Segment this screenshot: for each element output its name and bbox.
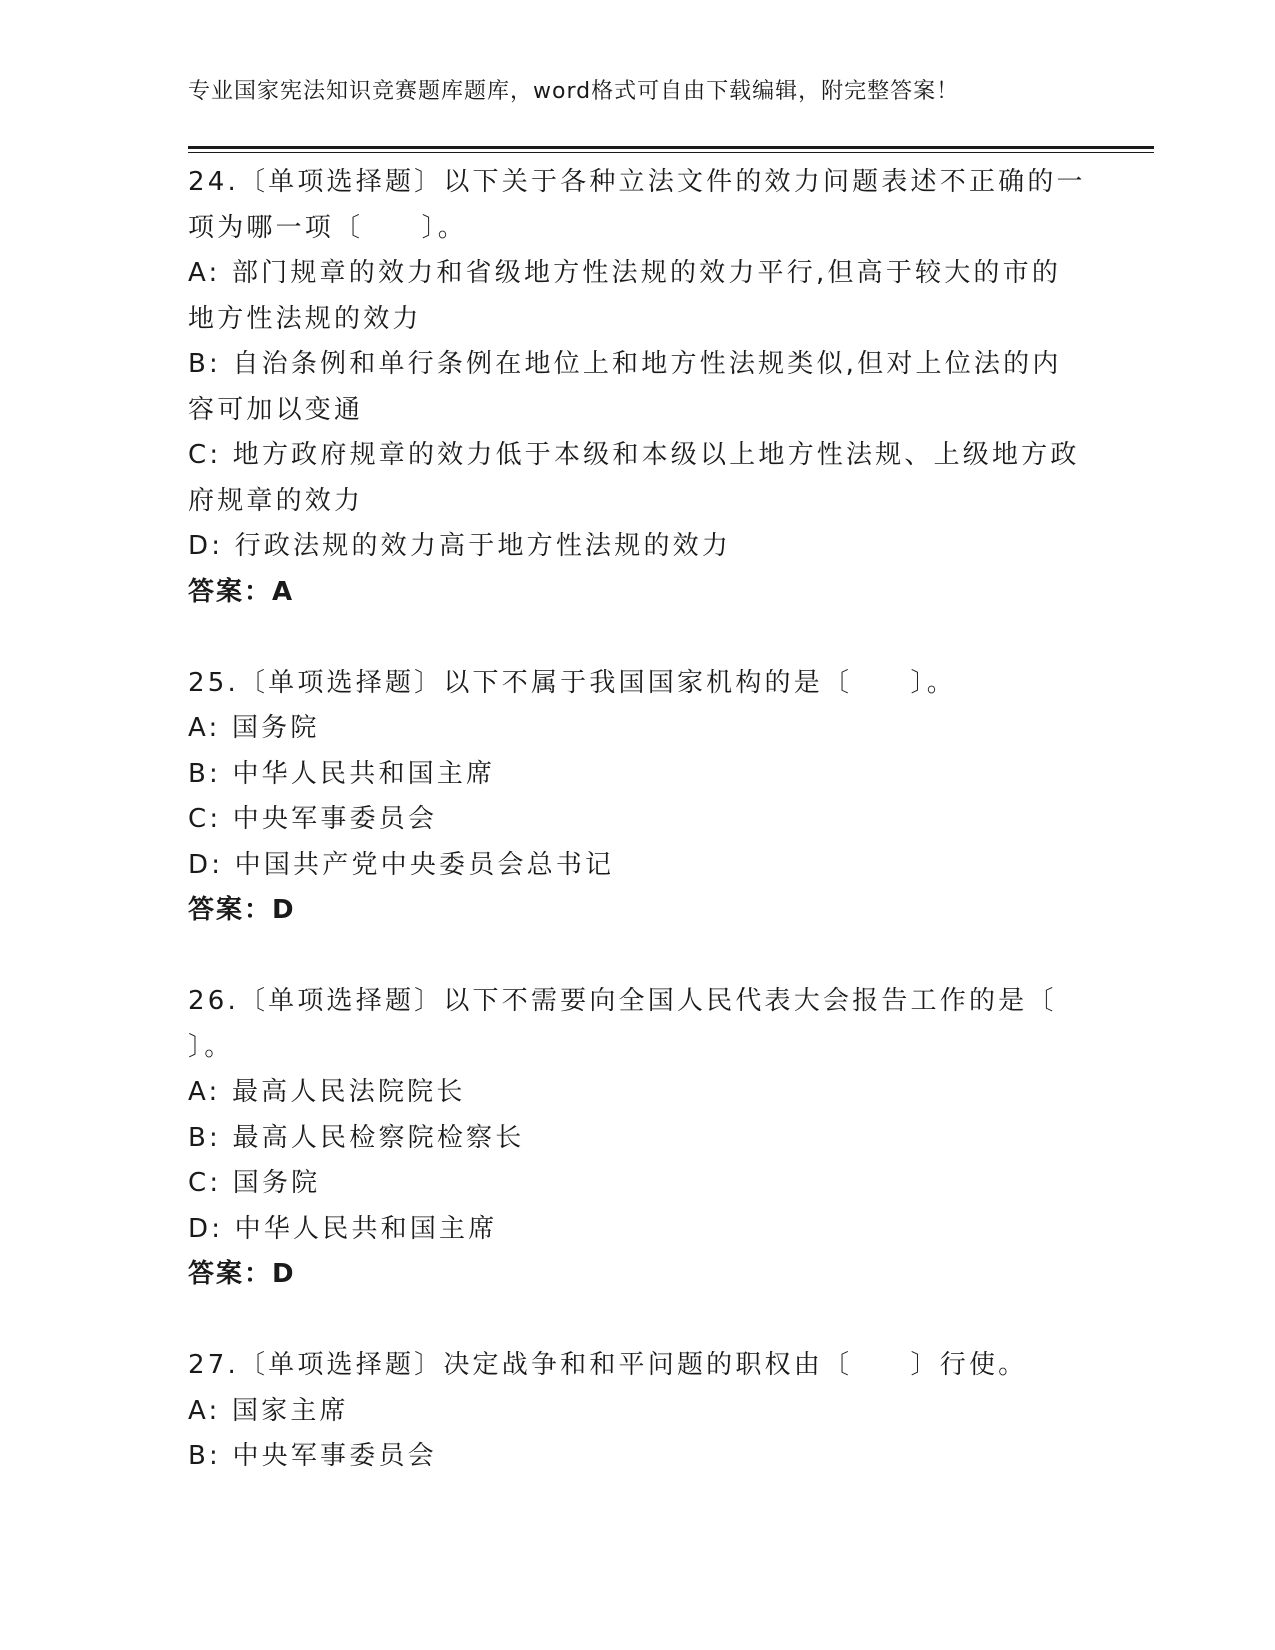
header-rule-thick [188, 146, 1154, 149]
option-b-line: B: 最高人民检察院检察长 [188, 1122, 525, 1153]
option-b-line: B: 中央军事委员会 [188, 1441, 437, 1471]
option-a-line: A: 部门规章的效力和省级地方性法规的效力平行,但高于较大的市的 [188, 258, 1062, 288]
question-stem-line: 项为哪一项〔 〕。 [188, 212, 468, 243]
option-b-line: B: 中华人民共和国主席 [188, 758, 496, 789]
question-spacer [188, 1298, 1088, 1344]
answer-line: 答案：A [188, 576, 295, 607]
question-stem-line: 〕。 [188, 1031, 234, 1062]
header-rule-thin [188, 152, 1154, 153]
question-24 [188, 160, 1088, 615]
option-a-line: A: 国务院 [188, 713, 320, 743]
page-header: 专业国家宪法知识竞赛题库题库，word格式可自由下载编辑，附完整答案！ [188, 79, 960, 104]
answer-line: 答案：D [188, 895, 296, 925]
option-d-line: D: 中国共产党中央委员会总书记 [188, 849, 615, 880]
option-c-line: 府规章的效力 [188, 485, 364, 516]
question-25 [188, 661, 1088, 934]
option-c-line: C: 中央军事委员会 [188, 804, 438, 834]
option-a-line: 地方性法规的效力 [188, 303, 422, 334]
option-b-line: B: 自治条例和单行条例在地位上和地方性法规类似,但对上位法的内 [188, 349, 1062, 379]
option-b-line: 容可加以变通 [188, 394, 364, 425]
option-a-line: A: 国家主席 [188, 1395, 349, 1426]
option-d-line: D: 中华人民共和国主席 [188, 1213, 498, 1244]
question-spacer [188, 615, 1088, 661]
option-c-line: C: 国务院 [188, 1168, 321, 1198]
question-stem-line: 27.〔单项选择题〕决定战争和和平问题的职权由〔 〕行使。 [188, 1350, 1028, 1380]
question-stem-line: 24.〔单项选择题〕以下关于各种立法文件的效力问题表述不正确的一 [188, 167, 1086, 197]
question-stem-line: 25.〔单项选择题〕以下不属于我国国家机构的是〔 〕。 [188, 667, 956, 698]
question-26 [188, 979, 1088, 1298]
option-a-line: A: 最高人民法院院长 [188, 1077, 466, 1107]
option-c-line: C: 地方政府规章的效力低于本级和本级以上地方性法规、上级地方政 [188, 440, 1080, 470]
option-d-line: D: 行政法规的效力高于地方性法规的效力 [188, 531, 732, 561]
question-stem-line: 26.〔单项选择题〕以下不需要向全国人民代表大会报告工作的是〔 [188, 986, 1057, 1016]
question-spacer [188, 934, 1088, 980]
question-list [188, 160, 1088, 1480]
answer-line: 答案：D [188, 1259, 296, 1289]
question-27 [188, 1343, 1088, 1480]
